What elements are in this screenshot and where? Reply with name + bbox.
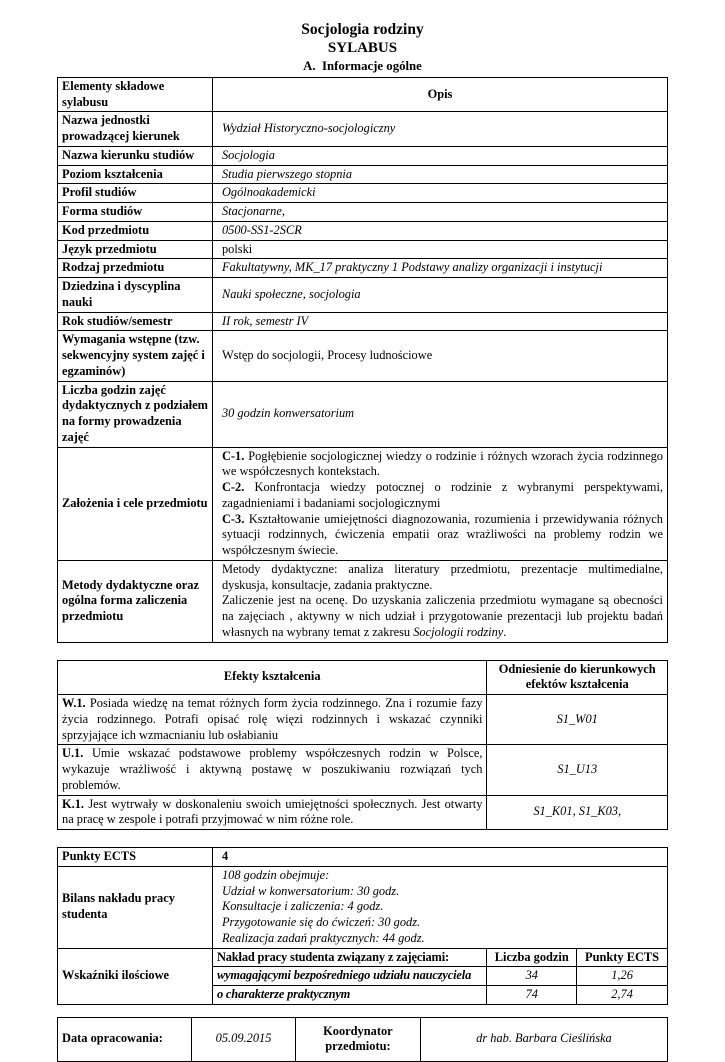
table-row <box>58 112 668 147</box>
naklad-row-2-godziny: 74 <box>487 986 577 1005</box>
table-row <box>58 240 668 259</box>
ref-w1: S1_W01 <box>487 695 668 745</box>
document-subtitle: SYLABUS <box>327 40 398 57</box>
table-row <box>58 447 668 560</box>
label-forma: Forma studiów <box>58 203 213 222</box>
naklad-row-1-godziny: 34 <box>487 967 577 986</box>
value-jezyk: polski <box>212 240 667 259</box>
table-row <box>58 866 668 948</box>
table-row <box>58 331 668 381</box>
naklad-row-1-label: wymagającymi bezpośredniego udziału nauczyciela <box>212 967 487 986</box>
odniesienie-header: Odniesienie do kierunkowych efektów kształcenia <box>487 660 668 695</box>
spacer <box>57 830 668 847</box>
naklad-header: Nakład pracy studenta związany z zajęciami: <box>212 948 487 967</box>
naklad-row-2-punkty: 2,74 <box>577 986 668 1005</box>
bilans-line-2: Udział w konwersatorium: 30 godz. <box>221 883 400 898</box>
bilans-line-1: 108 godzin obejmuje: <box>221 867 330 882</box>
label-cele: Założenia i cele przedmiotu <box>58 447 213 560</box>
punkty-ects-header: Punkty ECTS <box>577 948 668 967</box>
table-row <box>58 745 668 795</box>
efekt-k1: K.1. Jest wytrwały w doskonaleniu swoich umiejętności społecznych. Jest otwarty na pracę w zespole i potrafi przyjmować w nim różne role. <box>58 795 487 830</box>
label-nazwa-jednostki: Nazwa jednostki prowadzącej kierunek <box>58 112 213 147</box>
table-row <box>58 165 668 184</box>
table-row <box>58 203 668 222</box>
table-row <box>58 312 668 331</box>
document-title: Socjologia rodziny <box>301 21 424 38</box>
label-rodzaj: Rodzaj przedmiotu <box>58 259 213 278</box>
value-data-opracowania: 05.09.2015 <box>192 1017 296 1061</box>
efekty-header: Efekty kształcenia <box>58 660 487 695</box>
efekt-w1: W.1. Posiada wiedzę na temat różnych form życia rodzinnego. Zna i rozumie fazy życia rodzinnego. Potrafi opisać rolę więzi rodzinnych i wskazać czynniki sprzyjające ich wzmacnianiu lub osłabianiu <box>58 695 487 745</box>
label-rok-studiow: Rok studiów/semestr <box>58 312 213 331</box>
bilans-line-5: Realizacja zadań praktycznych: 44 godz. <box>221 930 425 945</box>
label-metody: Metody dydaktyczne oraz ogólna forma zaliczenia przedmiotu <box>58 560 213 642</box>
value-wymagania: Wstęp do socjologii, Procesy ludnościowe <box>212 331 667 381</box>
learning-outcomes-table <box>57 660 668 831</box>
table-row <box>58 848 668 867</box>
label-nazwa-kierunku: Nazwa kierunku studiów <box>58 146 213 165</box>
metody-paragraph-2: Zaliczenie jest na ocenę. Do uzyskania zaliczenia przedmiotu wymagane są obecności na zajęciach , aktywny w nich udział i przygotowanie prezentacji lub projektu badań własnych na wybrany temat z zakresu Socjologii rodziny. <box>221 593 663 639</box>
table-header-row <box>58 77 668 112</box>
table-row <box>58 146 668 165</box>
table-row <box>58 381 668 447</box>
ref-k1: S1_K01, S1_K03, <box>487 795 668 830</box>
label-profil: Profil studiów <box>58 184 213 203</box>
table-row <box>58 278 668 313</box>
table-row <box>58 948 668 967</box>
value-profil: Ogólnoakademicki <box>212 184 667 203</box>
label-poziom: Poziom kształcenia <box>58 165 213 184</box>
ref-u1: S1_U13 <box>487 745 668 795</box>
label-punkty-ects: Punkty ECTS <box>58 848 213 867</box>
label-koordynator: Koordynator przedmiotu: <box>295 1017 420 1061</box>
value-cele <box>212 447 667 560</box>
value-nazwa-kierunku: Socjologia <box>212 146 667 165</box>
value-bilans <box>212 866 667 948</box>
bilans-line-4: Przygotowanie się do ćwiczeń: 30 godz. <box>221 915 421 929</box>
cele-item-2: C-2. Konfrontacja wiedzy potocznej o rodzinie z wybranymi perspektywami, zagadnieniami i badaniami socjologicznymi <box>221 480 663 510</box>
general-info-table <box>57 77 668 643</box>
table-header-row <box>58 660 668 695</box>
document-header <box>57 20 668 75</box>
label-liczba-godzin: Liczba godzin zajęć dydaktycznych z podziałem na formy prowadzenia zajęć <box>58 381 213 447</box>
col2-header: Opis <box>212 77 667 112</box>
label-wymagania: Wymagania wstępne (tzw. sekwencyjny system zajęć i egzaminów) <box>58 331 213 381</box>
spacer <box>57 1005 668 1017</box>
value-metody <box>212 560 667 642</box>
table-row <box>58 695 668 745</box>
efekt-u1: U.1. Umie wskazać podstawowe problemy współczesnych rodzin w Polsce, wykazuje wrażliwość i aktywną postawę w poszukiwaniu rozwiązań tych problemów. <box>58 745 487 795</box>
naklad-row-1-punkty: 1,26 <box>577 967 668 986</box>
value-rodzaj: Fakultatywny, MK_17 praktyczny 1 Podstawy analizy organizacji i instytucji <box>212 259 667 278</box>
col1-header: Elementy składowe sylabusu <box>58 77 213 112</box>
liczba-godzin-header: Liczba godzin <box>487 948 577 967</box>
label-jezyk: Język przedmiotu <box>58 240 213 259</box>
value-rok-studiow: II rok, semestr IV <box>212 312 667 331</box>
label-kod: Kod przedmiotu <box>58 221 213 240</box>
bilans-line-3: Konsultacje i zaliczenia: 4 godz. <box>221 899 384 914</box>
cele-item-3: C-3. Kształtowanie umiejętności diagnozowania, rozumienia i przewidywania różnych sytuacji rodzinnych, ćwiczenia empatii oraz wrażliwości na problemy rodzin we współczesnym świecie. <box>221 511 663 557</box>
value-liczba-godzin: 30 godzin konwersatorium <box>212 381 667 447</box>
table-row <box>58 795 668 830</box>
table-row <box>58 259 668 278</box>
value-nazwa-jednostki: Wydział Historyczno-socjologiczny <box>212 112 667 147</box>
naklad-row-2-label: o charakterze praktycznym <box>212 986 487 1005</box>
spacer <box>57 643 668 660</box>
label-dziedzina: Dziedzina i dyscyplina nauki <box>58 278 213 313</box>
table-row <box>58 184 668 203</box>
label-data-opracowania: Data opracowania: <box>58 1017 192 1061</box>
label-bilans: Bilans nakładu pracy studenta <box>58 866 213 948</box>
label-wskazniki: Wskaźniki ilościowe <box>58 948 213 1004</box>
value-forma: Stacjonarne, <box>212 203 667 222</box>
ects-table <box>57 847 668 1005</box>
value-poziom: Studia pierwszego stopnia <box>212 165 667 184</box>
value-punkty-ects: 4 <box>212 848 667 867</box>
value-kod: 0500-SS1-2SCR <box>212 221 667 240</box>
section-heading: A. Informacje ogólne <box>303 59 422 74</box>
metody-paragraph-1: Metody dydaktyczne: analiza literatury przedmiotu, prezentacje multimedialne, dyskusja, konsultacje, zadania praktyczne. <box>221 561 663 592</box>
table-row <box>58 560 668 642</box>
value-dziedzina: Nauki społeczne, socjologia <box>212 278 667 313</box>
cele-item-1: C-1. Pogłębienie socjologicznej wiedzy o rodzinie i różnych wzorach życia rodzinnego we współczesnych kontekstach. <box>221 448 663 479</box>
table-row <box>58 221 668 240</box>
value-koordynator: dr hab. Barbara Cieślińska <box>420 1017 667 1061</box>
